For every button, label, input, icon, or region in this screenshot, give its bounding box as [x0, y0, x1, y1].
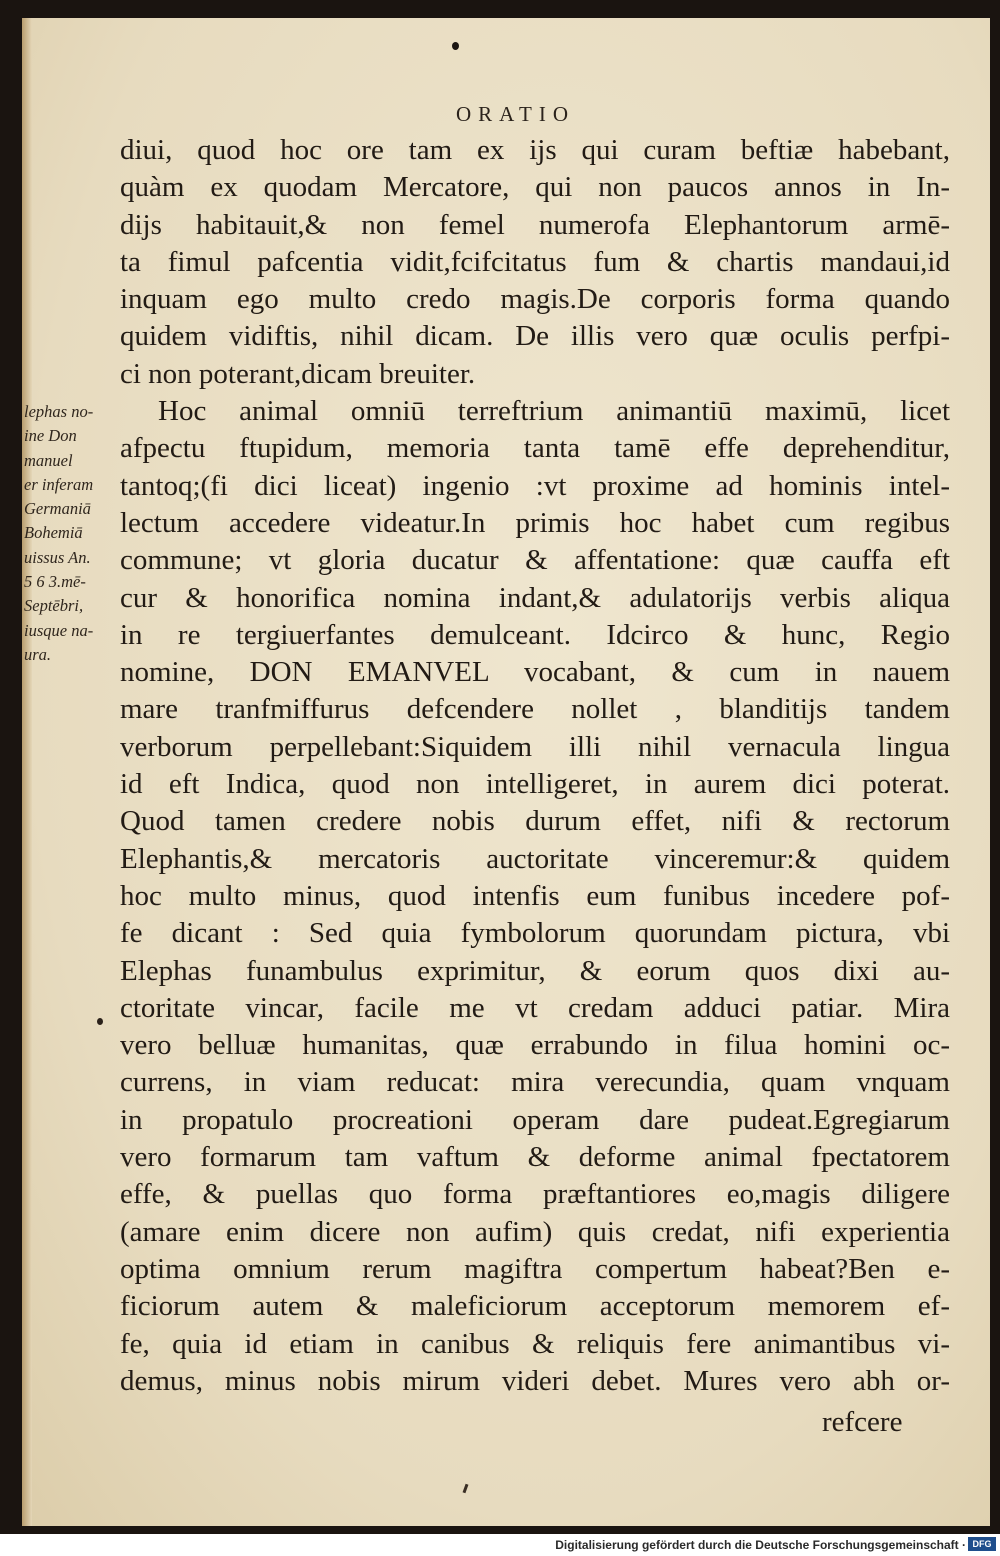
running-head: ORATIO — [456, 102, 575, 126]
margin-mark — [97, 1018, 103, 1025]
text-line: Elephas funambulus exprimitur, & eorum quos dixi au- — [120, 954, 950, 987]
marginal-note-line: lephas no- — [24, 402, 94, 421]
text-line: quàm ex quodam Mercatore, qui non paucos annos in In- — [120, 171, 950, 204]
book-page — [22, 18, 990, 1526]
ink-dot — [452, 42, 459, 50]
text-line: mare tranfmiffurus defcendere nollet , blanditijs tandem — [120, 693, 950, 726]
text-line: Hoc animal omniū terreftrium animantiū maximū, licet — [158, 395, 950, 428]
marginal-note-line: er inferam — [24, 474, 94, 494]
text-line: commune; vt gloria ducatur & affentatione: quæ cauffa eft — [120, 544, 950, 577]
text-line: in propatulo procreationi operam dare pudeat.Egregiarum — [120, 1103, 950, 1136]
marginal-note — [24, 400, 134, 667]
text-line: dijs habitauit,& non femel numerofa Elephantorum armē- — [120, 208, 950, 241]
text-line: lectum accedere videatur.In primis hoc habet cum regibus — [120, 506, 950, 539]
signature-mark — [463, 1484, 469, 1493]
dfg-logo: DFG — [968, 1537, 996, 1551]
text-line: quidem vidiftis, nihil dicam. De illis vero quæ oculis perfpi- — [120, 320, 950, 353]
marginal-note-line: 5 6 3.mē- — [24, 572, 86, 592]
text-line: optima omnium rerum magiftra compertum habeat?Ben e- — [120, 1252, 950, 1285]
text-line: ci non poterant,dicam breuiter. — [120, 357, 476, 390]
marginal-note-line: Septēbri, — [24, 596, 84, 616]
marginal-note-line: ine Don — [24, 426, 77, 446]
marginal-note-line: Bohemiā — [24, 523, 83, 543]
text-line: (amare enim dicere non aufim) quis credat, nifi experientia — [120, 1215, 950, 1248]
text-line: nomine, DON EMANVEL vocabant, & cum in nauem — [120, 656, 950, 689]
body-text — [120, 132, 950, 1400]
marginal-note-line: manuel — [24, 450, 73, 470]
text-line: id eft Indica, quod non intelligeret, in aurem dici poterat. — [120, 768, 950, 801]
text-line: hoc multo minus, quod intenfis eum funibus incedere pof- — [120, 879, 950, 912]
text-line: Quod tamen credere nobis durum effet, nifi & rectorum — [120, 805, 950, 838]
text-line: cur & honorifica nomina indant,& adulatorijs verbis aliqua — [120, 581, 950, 614]
marginal-note-line: uissus An. — [24, 547, 91, 567]
text-line: vero formarum tam vaftum & deforme animal fpectatorem — [120, 1141, 950, 1174]
text-line: Elephantis,& mercatoris auctoritate vinceremur:& quidem — [120, 842, 950, 875]
text-line: diui, quod hoc ore tam ex ijs qui curam beftiæ habebant, — [120, 134, 950, 166]
text-line: demus, minus nobis mirum videri debet. Mures vero abh or- — [120, 1364, 950, 1397]
funding-credit: Digitalisierung gefördert durch die Deutsche Forschungsgemeinschaft · — [555, 1538, 966, 1552]
text-line: fe dicant : Sed quia fymbolorum quorundam pictura, vbi — [120, 917, 950, 950]
page-gutter-edge — [22, 18, 32, 1526]
marginal-note-line: Germaniā — [24, 499, 91, 519]
text-line: fe, quia id etiam in canibus & reliquis fere animantibus vi- — [120, 1327, 950, 1360]
text-line: currens, in viam reducat: mira verecundia, quam vnquam — [120, 1066, 950, 1099]
marginal-note-line: ura. — [24, 644, 52, 664]
text-line: inquam ego multo credo magis.De corporis forma quando — [120, 283, 950, 316]
text-line: ficiorum autem & maleficiorum acceptorum memorem ef- — [120, 1290, 950, 1323]
text-line: in re tergiuerfantes demulceant. Idcirco & hunc, Regio — [120, 618, 950, 651]
digitization-footer — [0, 1534, 1000, 1556]
text-line: effe, & puellas quo forma præftantiores eo,magis diligere — [120, 1178, 950, 1211]
marginal-note-line: iusque na- — [24, 620, 94, 640]
text-line: verborum perpellebant:Siquidem illi nihil vernacula lingua — [120, 730, 950, 763]
catchword: refcere — [822, 1406, 903, 1438]
text-line: afpectu ftupidum, memoria tanta tamē effe deprehenditur, — [120, 432, 950, 465]
text-line: vero belluæ humanitas, quæ errabundo in filua homini oc- — [120, 1029, 950, 1062]
text-line: tantoq;(fi dici liceat) ingenio :vt proxime ad hominis intel- — [120, 469, 950, 502]
text-line: ta fimul pafcentia vidit,fcifcitatus fum & chartis mandaui,id — [120, 245, 950, 278]
text-line: ctoritate vincar, facile me vt credam adduci patiar. Mira — [120, 991, 950, 1024]
